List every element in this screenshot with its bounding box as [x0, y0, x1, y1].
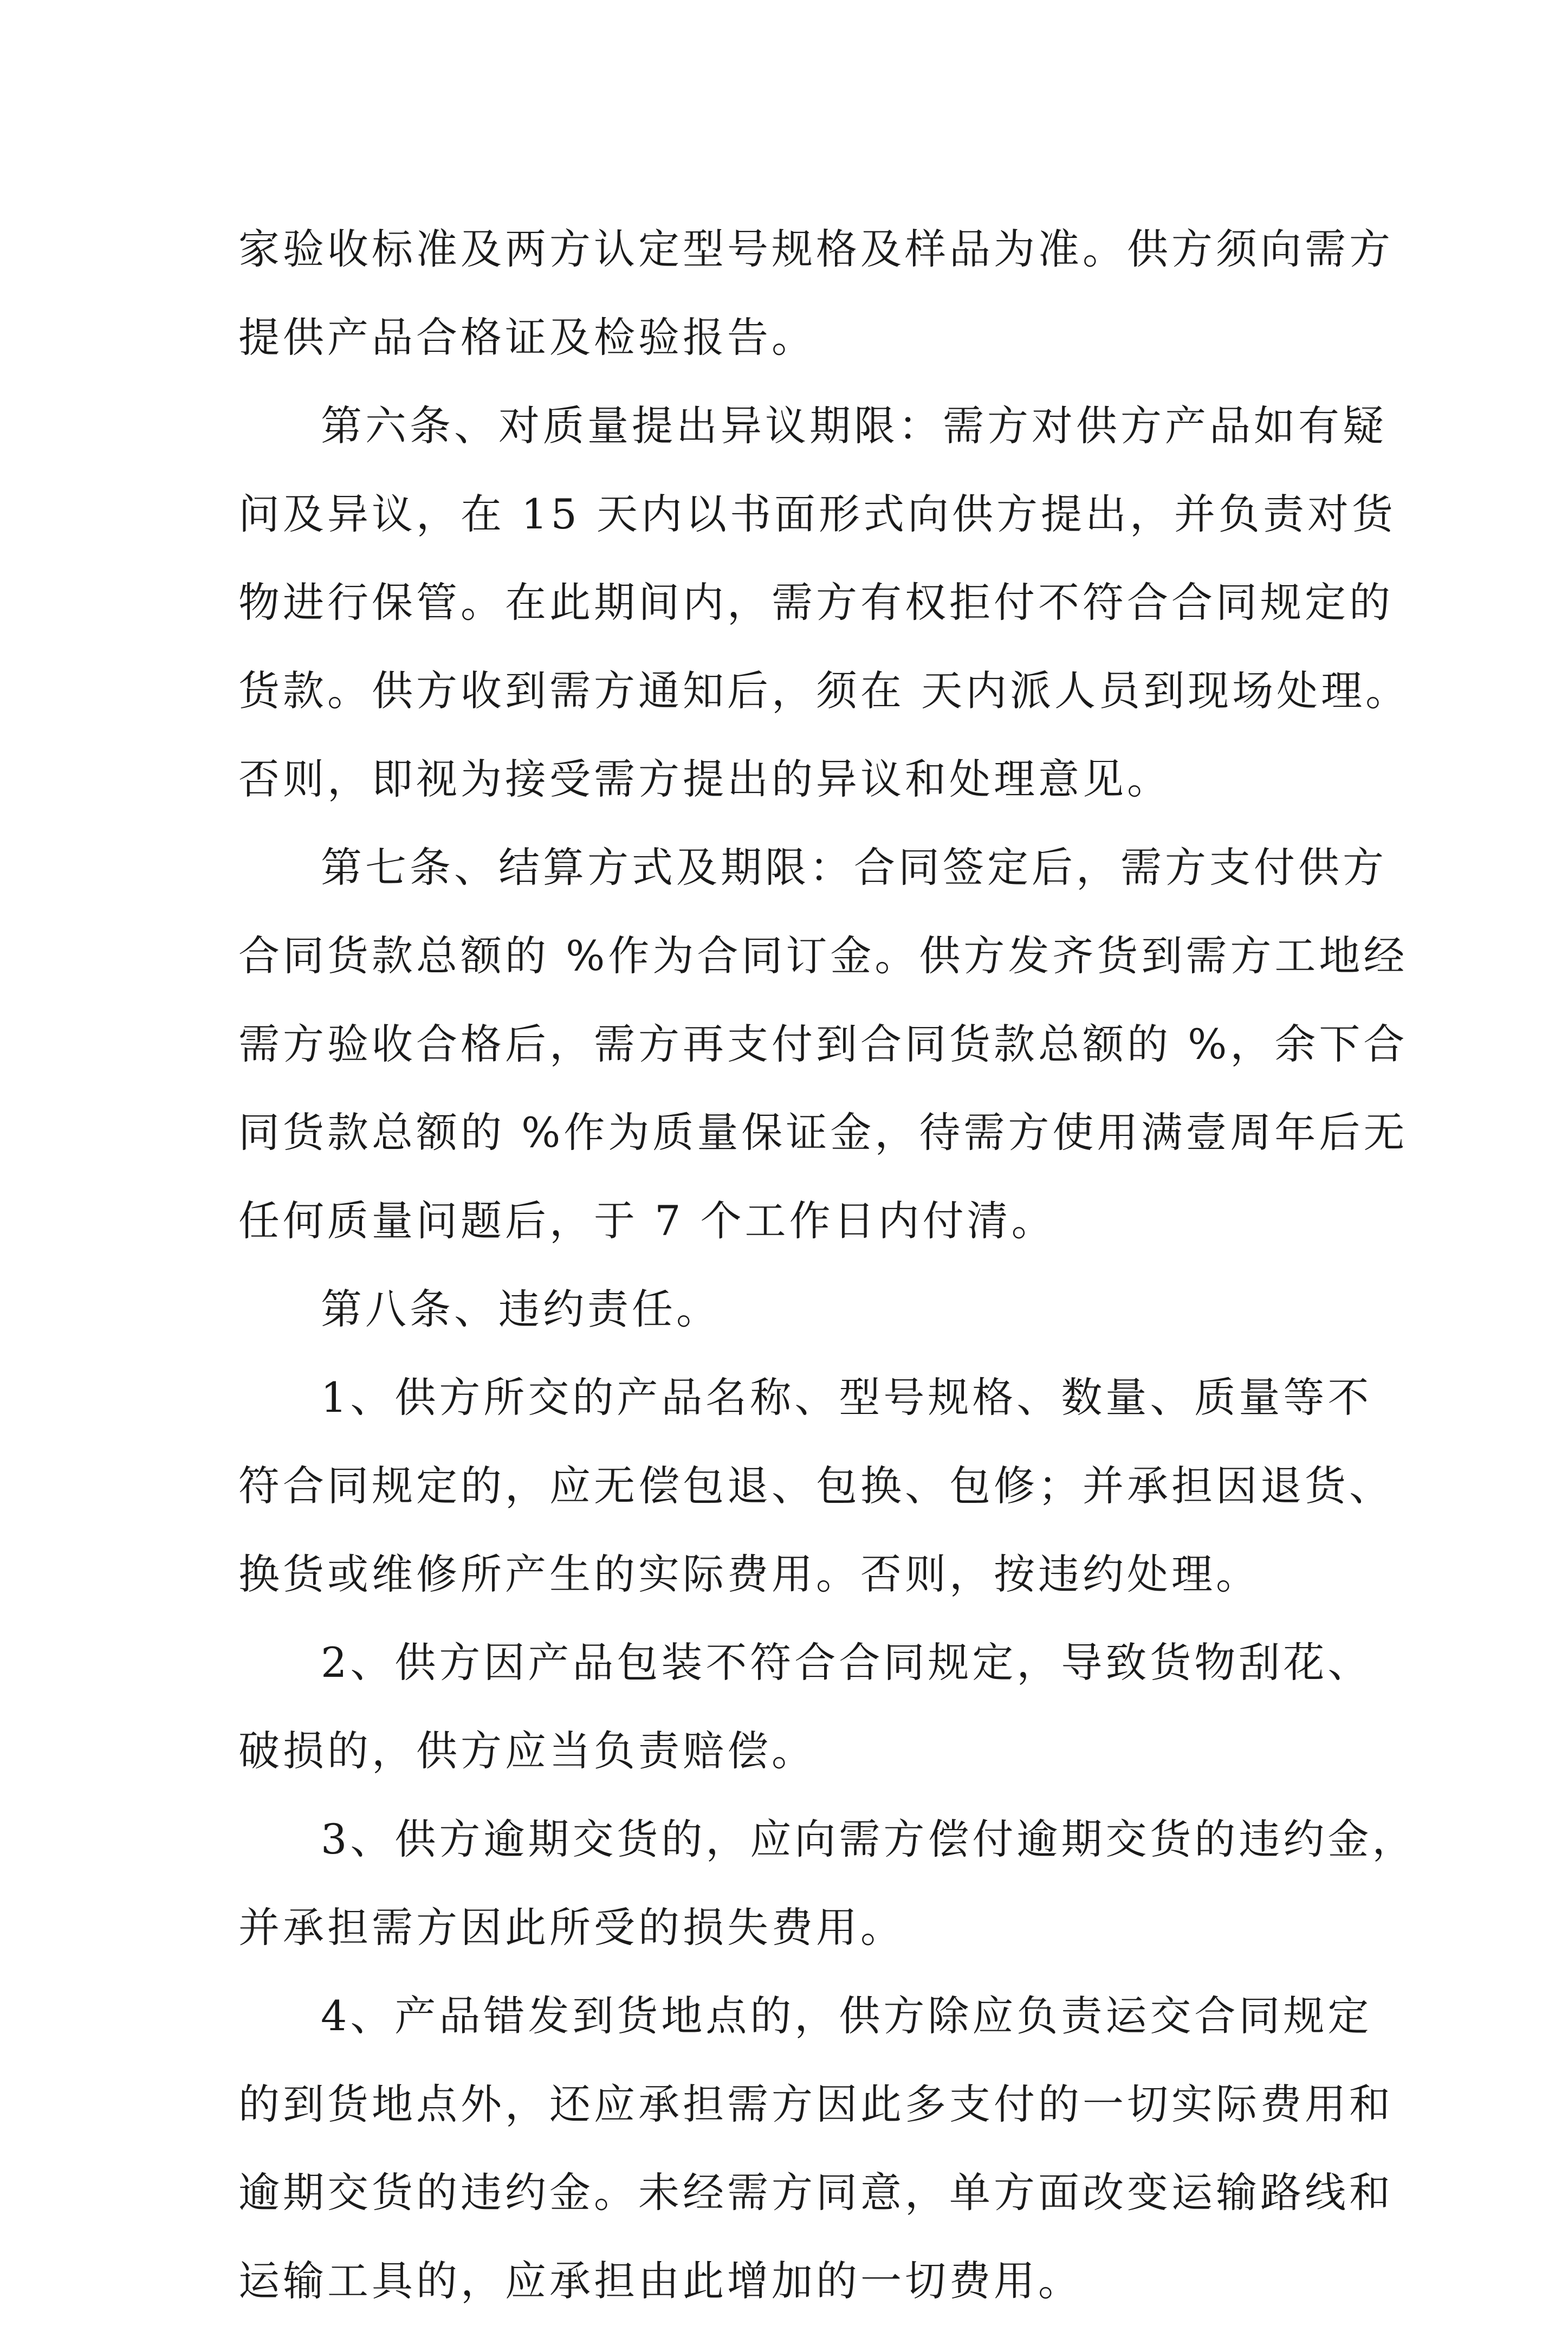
text-line: 第六条、对质量提出异议期限：需方对供方产品如有疑: [321, 402, 1387, 450]
text-line: 任何质量问题后，于 7 个工作日内付清。: [238, 1197, 1056, 1245]
text-line: 换货或维修所产生的实际费用。否则，按违约处理。: [238, 1550, 1260, 1598]
text-line: 物进行保管。在此期间内，需方有权拒付不符合合同规定的: [238, 578, 1394, 627]
text-line: 3、供方逾期交货的，应向需方偿付逾期交货的违约金，: [321, 1815, 1417, 1863]
text-line: 符合同规定的，应无偿包退、包换、包修；并承担因退货、: [238, 1462, 1394, 1510]
text-line: 否则，即视为接受需方提出的异议和处理意见。: [238, 755, 1171, 803]
text-line: 家验收标准及两方认定型号规格及样品为准。供方须向需方: [238, 225, 1394, 273]
text-line: 同货款总额的 %作为质量保证金，待需方使用满壹周年后无: [238, 1108, 1408, 1157]
text-line: 逾期交货的违约金。未经需方同意，单方面改变运输路线和: [238, 2168, 1394, 2217]
text-line: 提供产品合格证及检验报告。: [238, 313, 816, 361]
text-line: 第八条、违约责任。: [321, 1285, 721, 1333]
paragraph-article-7: [238, 823, 1408, 1265]
text-line: 2、供方因产品包装不符合合同规定，导致货物刮花、: [321, 1638, 1372, 1687]
document-body: [238, 205, 1417, 2325]
text-line: 需方验收合格后，需方再支付到合同货款总额的 %，余下合: [238, 1020, 1408, 1068]
paragraph-article-8-heading: [238, 1265, 1344, 1353]
text-line: 的到货地点外，还应承担需方因此多支付的一切实际费用和: [238, 2080, 1394, 2128]
text-line: 1、供方所交的产品名称、型号规格、数量、质量等不: [321, 1373, 1372, 1422]
text-line: 问及异议，在 15 天内以书面形式向供方提出，并负责对货: [238, 490, 1397, 538]
paragraph-continuation: [238, 205, 1394, 382]
text-line: 第七条、结算方式及期限：合同签定后，需方支付供方: [321, 843, 1387, 892]
paragraph-clause-1: [238, 1353, 1394, 1618]
paragraph-article-6: [238, 382, 1410, 823]
text-line: 运输工具的，应承担由此增加的一切费用。: [238, 2257, 1083, 2305]
paragraph-clause-2: [238, 1618, 1372, 1795]
text-line: 破损的，供方应当负责赔偿。: [238, 1727, 816, 1775]
paragraph-clause-3: [238, 1795, 1417, 1972]
text-line: 货款。供方收到需方通知后，须在 天内派人员到现场处理。: [238, 667, 1410, 715]
text-line: 4、产品错发到货地点的，供方除应负责运交合同规定: [321, 1992, 1372, 2040]
paragraph-clause-4: [238, 1972, 1394, 2325]
text-line: 并承担需方因此所受的损失费用。: [238, 1903, 905, 1952]
text-line: 合同货款总额的 %作为合同订金。供方发齐货到需方工地经: [238, 932, 1408, 980]
